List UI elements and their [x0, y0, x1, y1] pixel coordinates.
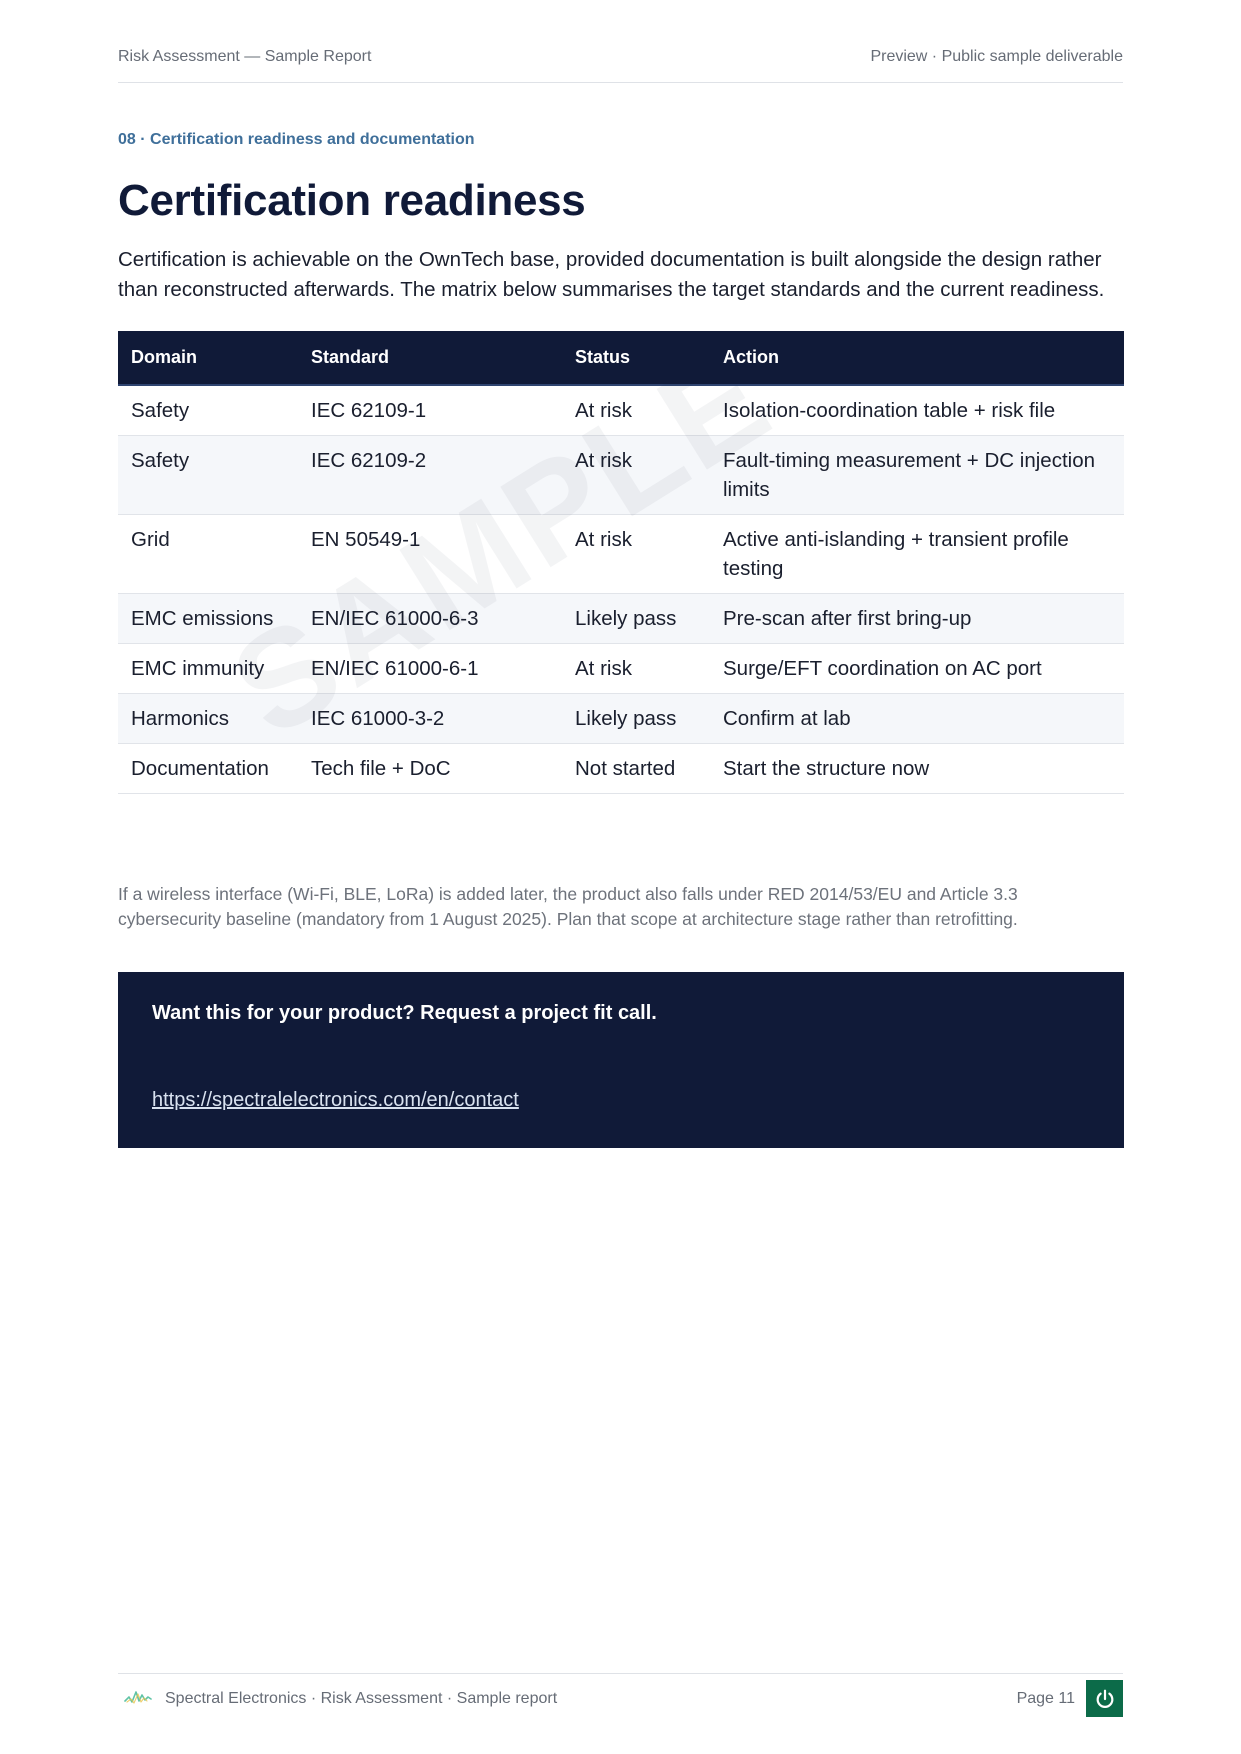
- cell-standard: EN/IEC 61000-6-1: [298, 644, 562, 694]
- cell-domain: Safety: [118, 436, 298, 515]
- page-header: [118, 48, 1123, 83]
- table-row: [118, 694, 1124, 744]
- column-header-action: Action: [710, 331, 1124, 385]
- cell-status: At risk: [562, 385, 710, 436]
- cell-domain: Harmonics: [118, 694, 298, 744]
- certification-matrix-table: [118, 331, 1124, 794]
- cell-action: Fault-timing measurement + DC injection limits: [710, 436, 1124, 515]
- table-row: [118, 436, 1124, 515]
- page-footer: [118, 1673, 1123, 1718]
- cell-domain: Safety: [118, 385, 298, 436]
- cell-status: At risk: [562, 644, 710, 694]
- cell-standard: IEC 61000-3-2: [298, 694, 562, 744]
- cell-standard: IEC 62109-1: [298, 385, 562, 436]
- cell-domain: Documentation: [118, 744, 298, 794]
- cell-status: Likely pass: [562, 694, 710, 744]
- cell-status: At risk: [562, 515, 710, 594]
- cell-status: Likely pass: [562, 594, 710, 644]
- lead-paragraph: Certification is achievable on the OwnTech base, provided documentation is built alongside the design rather than reconstructed afterwards. The matrix below summarises the target standards and the current readiness.: [118, 248, 1105, 301]
- cell-action: Pre-scan after first bring-up: [710, 594, 1124, 644]
- table-row: [118, 744, 1124, 794]
- cta-title: Want this for your product? Request a project fit call.: [152, 1002, 657, 1024]
- cell-standard: EN 50549-1: [298, 515, 562, 594]
- cell-standard: EN/IEC 61000-6-3: [298, 594, 562, 644]
- header-right-text: Preview · Public sample deliverable: [870, 48, 1123, 65]
- table-header-row: [118, 331, 1124, 385]
- section-eyebrow: 08 · Certification readiness and documentation: [118, 131, 475, 148]
- cell-status: Not started: [562, 744, 710, 794]
- spectral-logo-icon: [124, 1688, 152, 1709]
- column-header-domain: Domain: [118, 331, 298, 385]
- header-left-text: Risk Assessment — Sample Report: [118, 48, 372, 65]
- table-row: [118, 385, 1124, 436]
- cell-action: Isolation-coordination table + risk file: [710, 385, 1124, 436]
- column-header-standard: Standard: [298, 331, 562, 385]
- cell-standard: IEC 62109-2: [298, 436, 562, 515]
- table-row: [118, 515, 1124, 594]
- contact-link[interactable]: https://spectralelectronics.com/en/contact: [152, 1089, 519, 1111]
- cell-action: Start the structure now: [710, 744, 1124, 794]
- page-title: Certification readiness: [118, 176, 586, 225]
- cta-banner: [118, 972, 1124, 1148]
- cell-domain: Grid: [118, 515, 298, 594]
- cell-standard: Tech file + DoC: [298, 744, 562, 794]
- cell-action: Confirm at lab: [710, 694, 1124, 744]
- table-row: [118, 594, 1124, 644]
- page-number: Page 11: [1016, 1690, 1075, 1707]
- cell-action: Active anti-islanding + transient profile testing: [710, 515, 1124, 594]
- column-header-status: Status: [562, 331, 710, 385]
- footer-text: Spectral Electronics · Risk Assessment · Sample report: [165, 1690, 558, 1707]
- table-row: [118, 644, 1124, 694]
- power-icon: [1086, 1680, 1123, 1717]
- cell-domain: EMC immunity: [118, 644, 298, 694]
- cell-action: Surge/EFT coordination on AC port: [710, 644, 1124, 694]
- cell-status: At risk: [562, 436, 710, 515]
- wireless-scope-note: If a wireless interface (Wi-Fi, BLE, LoRa) is added later, the product also falls under RED 2014/53/EU and Article 3.3 cybersecurity baseline (mandatory from 1 August 2025). Plan that scope at architecture stage rather than retrofitting.: [118, 884, 1018, 929]
- cell-domain: EMC emissions: [118, 594, 298, 644]
